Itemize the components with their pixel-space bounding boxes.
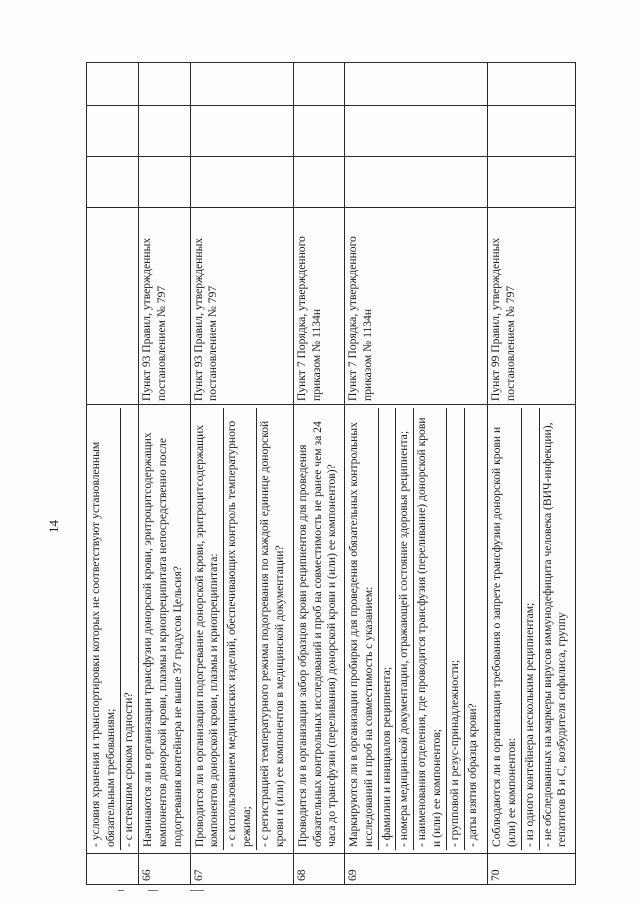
answer-yes-cell (344, 157, 487, 208)
reference-cell: Пункт 99 Правил, утвержденных постановлением № 797 (488, 208, 576, 405)
answer-yes-cell (87, 157, 139, 208)
question-text: - условия хранения и транспортировки которых не соответствуют установленным обязательным требованиям; (89, 441, 117, 847)
question-cell (190, 405, 293, 854)
reference-cell (87, 208, 139, 405)
row-number: 69 (344, 854, 487, 885)
answer-no-cell (190, 106, 293, 157)
question-cell (87, 405, 139, 854)
row-number: 66 (139, 854, 190, 885)
answer-yes-cell (190, 157, 293, 208)
question-cell (139, 405, 190, 854)
sub-item: - даты взятия образца крови? (464, 408, 482, 850)
sub-item: - наименования отделения, где проводится трансфузия (переливание) донорской крови и (или) ее компонентов; (413, 408, 446, 850)
reference-cell: Пункт 93 Правил, утвержденных постановлением № 797 (139, 208, 190, 405)
answer-no-cell (87, 106, 139, 157)
answer-yes-cell (139, 157, 190, 208)
question-text: Проводится ли в организации забор образцов крови реципиентов для проведения обязательных контрольных исследований и проб на совместимость не ранее чем за 24 часа до трансфузии (переливания) донорской крови и (или) ее компонентов)? (295, 421, 339, 847)
sub-item: - номера медицинской документации, отражающей состояние здоровья реципиента; (395, 408, 413, 850)
answer-na-cell (87, 63, 139, 106)
reference-cell: Пункт 93 Правил, утвержденных постановлением № 797 (190, 208, 293, 405)
row-number: 67 (190, 854, 293, 885)
sub-item: - с использованием медицинских изделий, обеспечивающих контроль температурного режима; (223, 408, 256, 850)
sub-item: - с регистрацией температурного режима подогревания по каждой единице донорской крови и (или) ее компонентов в медицинской документации? (256, 408, 289, 850)
question-text: Начинаются ли в организации трансфузии донорской крови, эритроцитсодержащих компонентов донорской крови, плазмы и криопреципитата непосредственно после подогревания контейнера не выше 37 градусов Цельсия? (141, 432, 185, 847)
scan-artifact (148, 890, 158, 891)
answer-yes-cell (293, 157, 344, 208)
answer-na-cell (344, 63, 487, 106)
row-number (87, 854, 139, 885)
page-number: 14 (46, 520, 61, 533)
sub-item: - групповой и резус-принадлежности; (446, 408, 464, 850)
row-number: 70 (488, 854, 576, 885)
row-number: 68 (293, 854, 344, 885)
answer-no-cell (139, 106, 190, 157)
question-cell (293, 405, 344, 854)
question-text: Проводится ли в организации подогревание донорской крови, эритроцитсодержащих компонентов донорской крови, плазмы и криопреципитата: (192, 424, 221, 847)
answer-no-cell (344, 106, 487, 157)
scan-artifact (190, 890, 204, 891)
answer-na-cell (488, 63, 576, 106)
sub-item: - не обследованных на маркеры вирусов иммунодефицита человека (ВИЧ-инфекции), гепатитов В и С, возбудителя сифилиса, группу (539, 408, 572, 850)
answer-na-cell (139, 63, 190, 106)
sub-item: - с истекшим сроком годности? (120, 408, 138, 850)
answer-yes-cell (488, 157, 576, 208)
reference-cell: Пункт 7 Порядка, утвержденного приказом № 1134н (293, 208, 344, 405)
scan-artifact (118, 890, 124, 891)
answer-na-cell (190, 63, 293, 106)
rotated-document (46, 85, 576, 905)
question-cell (488, 405, 576, 854)
reference-cell: Пункт 7 Порядка, утвержденного приказом № 1134н (344, 208, 487, 405)
answer-no-cell (293, 106, 344, 157)
sub-item: - фамилии и инициалов реципиента; (378, 408, 396, 850)
answer-no-cell (488, 106, 576, 157)
question-text: Маркируются ли в организации пробирки для проведения обязательных контрольных исследований и проб на совместимость с указанием: (346, 422, 375, 847)
checklist-table (86, 62, 576, 885)
answer-na-cell (293, 63, 344, 106)
sub-item: - из одного контейнера нескольким реципиентам; (521, 408, 539, 850)
question-text: Соблюдаются ли в организации требования о запрете трансфузии донорской крови и (или) ее компонентов: (490, 426, 518, 847)
question-cell (344, 405, 487, 854)
